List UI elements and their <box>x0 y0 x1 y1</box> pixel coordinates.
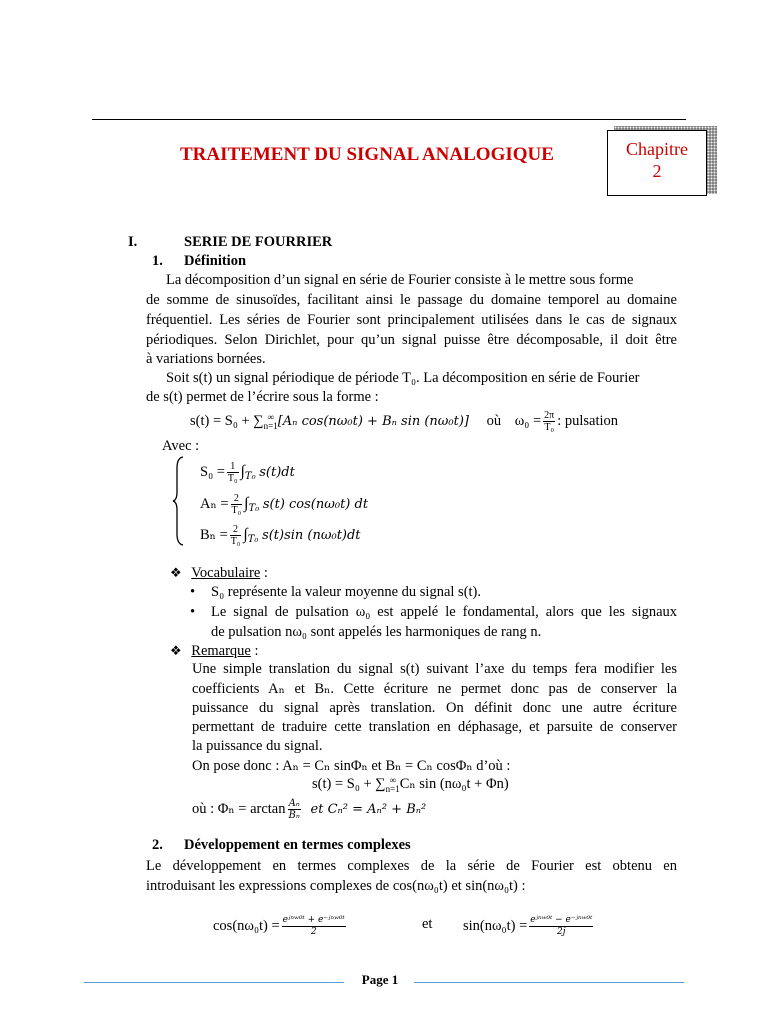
document-title: TRAITEMENT DU SIGNAL ANALOGIQUE <box>180 144 554 165</box>
subsection-number: 1. <box>152 253 163 269</box>
formula-body: [Aₙ cos(nω₀t) + Bₙ sin (nω₀t)] <box>277 413 469 429</box>
coefficient-an: Aₙ = $\frac{2}{\text{T₀}}$ $\int_{T_0}$ s(t) cos(nω₀t) dt <box>200 493 369 516</box>
remarque-line: coefficients Aₙ et Bₙ. Cette écriture ne permet donc pas de conserver la <box>192 681 677 697</box>
paragraph-line: périodiques. Selon Dirichlet, pour qu’un signal puisse être décomposable, il doit être <box>146 332 677 348</box>
coefficient-s0: S₀ = $\frac{1}{\text{T₀}}$ $\int_{T_0}$ s(t)dt <box>200 461 295 484</box>
remarque-heading: ❖ Remarque : <box>170 643 259 659</box>
paragraph-line: de s(t) permet de l’écrire sous la forme : <box>146 389 379 405</box>
paragraph-line: à variations bornées. <box>146 351 266 367</box>
omega-label: ω₀ = <box>514 412 542 429</box>
section-number: I. <box>128 234 138 250</box>
paragraph-line: La décomposition d’un signal en série de Fourier consiste à le mettre sous forme <box>166 272 634 288</box>
remarque-line: la puissance du signal. <box>192 738 323 754</box>
et-label: et <box>422 916 433 932</box>
omega-fraction: $\frac{2\pi}{\text{T₀}}$ <box>544 410 555 433</box>
vocab-item: de pulsation nω₀ sont appelés les harmoniques de rang n. <box>211 624 542 640</box>
footer-rule-right <box>414 982 684 983</box>
on-pose-line: On pose donc : Aₙ = Cₙ sinΦₙ et Bₙ = Cₙ cosΦₙ d’où : <box>192 758 511 774</box>
chapter-label: Chapitre <box>626 139 688 159</box>
diamond-bullet-icon: ❖ <box>170 643 182 658</box>
paragraph-line: Le développement en termes complexes de la série de Fourier est obtenu en <box>146 858 677 874</box>
vocab-bullet-icon: • <box>190 604 196 620</box>
paragraph-line: Soit s(t) un signal périodique de période T₀. La décomposition en série de Fourier <box>166 370 640 386</box>
chapter-number: 2 <box>652 161 662 181</box>
ou-label: où <box>486 412 502 429</box>
brace-icon <box>172 456 184 546</box>
remarque-line: puissance du signal après translation. On définit donc une autre écriture <box>192 700 677 716</box>
avec-label: Avec : <box>162 438 200 454</box>
diamond-bullet-icon: ❖ <box>170 565 182 580</box>
phase-definition: où : Φₙ = arctan $\frac{\text{Aₙ}}{\text{Bₙ}}$ et Cₙ² = Aₙ² + Bₙ² <box>192 798 427 821</box>
paragraph-line: introduisant les expressions complexes de cos(nω₀t) et sin(nω₀t) : <box>146 878 526 894</box>
paragraph-line: fréquentiel. Les séries de Fourier sont principalement utilisées dans le cas de signaux <box>146 312 677 328</box>
sin-formula: sin(nω₀t) = $\frac{\text{eʲⁿʷ⁰ᵗ − e⁻ʲⁿʷ⁰ᵗ}}{2j}$ <box>463 915 593 937</box>
coefficient-bn: Bₙ = $\frac{2}{\text{T₀}}$ $\int_{T_0}$ s(t)sin (nω₀t)dt <box>200 524 361 547</box>
vocab-bullet-icon: • <box>190 584 196 600</box>
header-rule <box>92 119 686 120</box>
subsection-title: Développement en termes complexes <box>184 837 411 853</box>
pulsation-label: : pulsation <box>557 412 619 429</box>
sum-limits: ∞ n=1 <box>263 411 278 431</box>
cos-formula: cos(nω₀t) = $\frac{\text{eʲⁿʷ⁰ᵗ + e⁻ʲⁿʷ⁰ᵗ}}{2}$ <box>213 915 345 937</box>
remarque-line: Une simple translation du signal s(t) suivant l’axe du temps fera modifier les <box>192 661 677 677</box>
fourier-series-formula <box>190 410 618 433</box>
chapter-box <box>607 130 707 196</box>
vocab-item: Le signal de pulsation ω₀ est appelé le fondamental, alors que les signaux <box>211 604 677 620</box>
remarque-line: permettant de traduire cette translation en déphasage, et parsuite de conserver <box>192 719 677 735</box>
page-number: Page 1 <box>361 972 399 987</box>
section-title: SERIE DE FOURRIER <box>184 234 333 250</box>
formula-lhs: s(t) = S₀ + ∑ <box>190 412 264 429</box>
amplitude-phase-formula: s(t) = S₀ + ∑ ∞ n=1 Cₙ sin (nω₀t + Φn) <box>312 774 509 794</box>
footer-rule-left <box>84 982 344 983</box>
vocab-item: S₀ représente la valeur moyenne du signal s(t). <box>211 584 481 600</box>
vocabulaire-heading: ❖ Vocabulaire : <box>170 565 268 581</box>
subsection-number: 2. <box>152 837 163 853</box>
subsection-title: Définition <box>184 253 247 269</box>
paragraph-line: de somme de sinusoïdes, facilitant ainsi le passage du domaine temporel au domaine <box>146 292 677 308</box>
